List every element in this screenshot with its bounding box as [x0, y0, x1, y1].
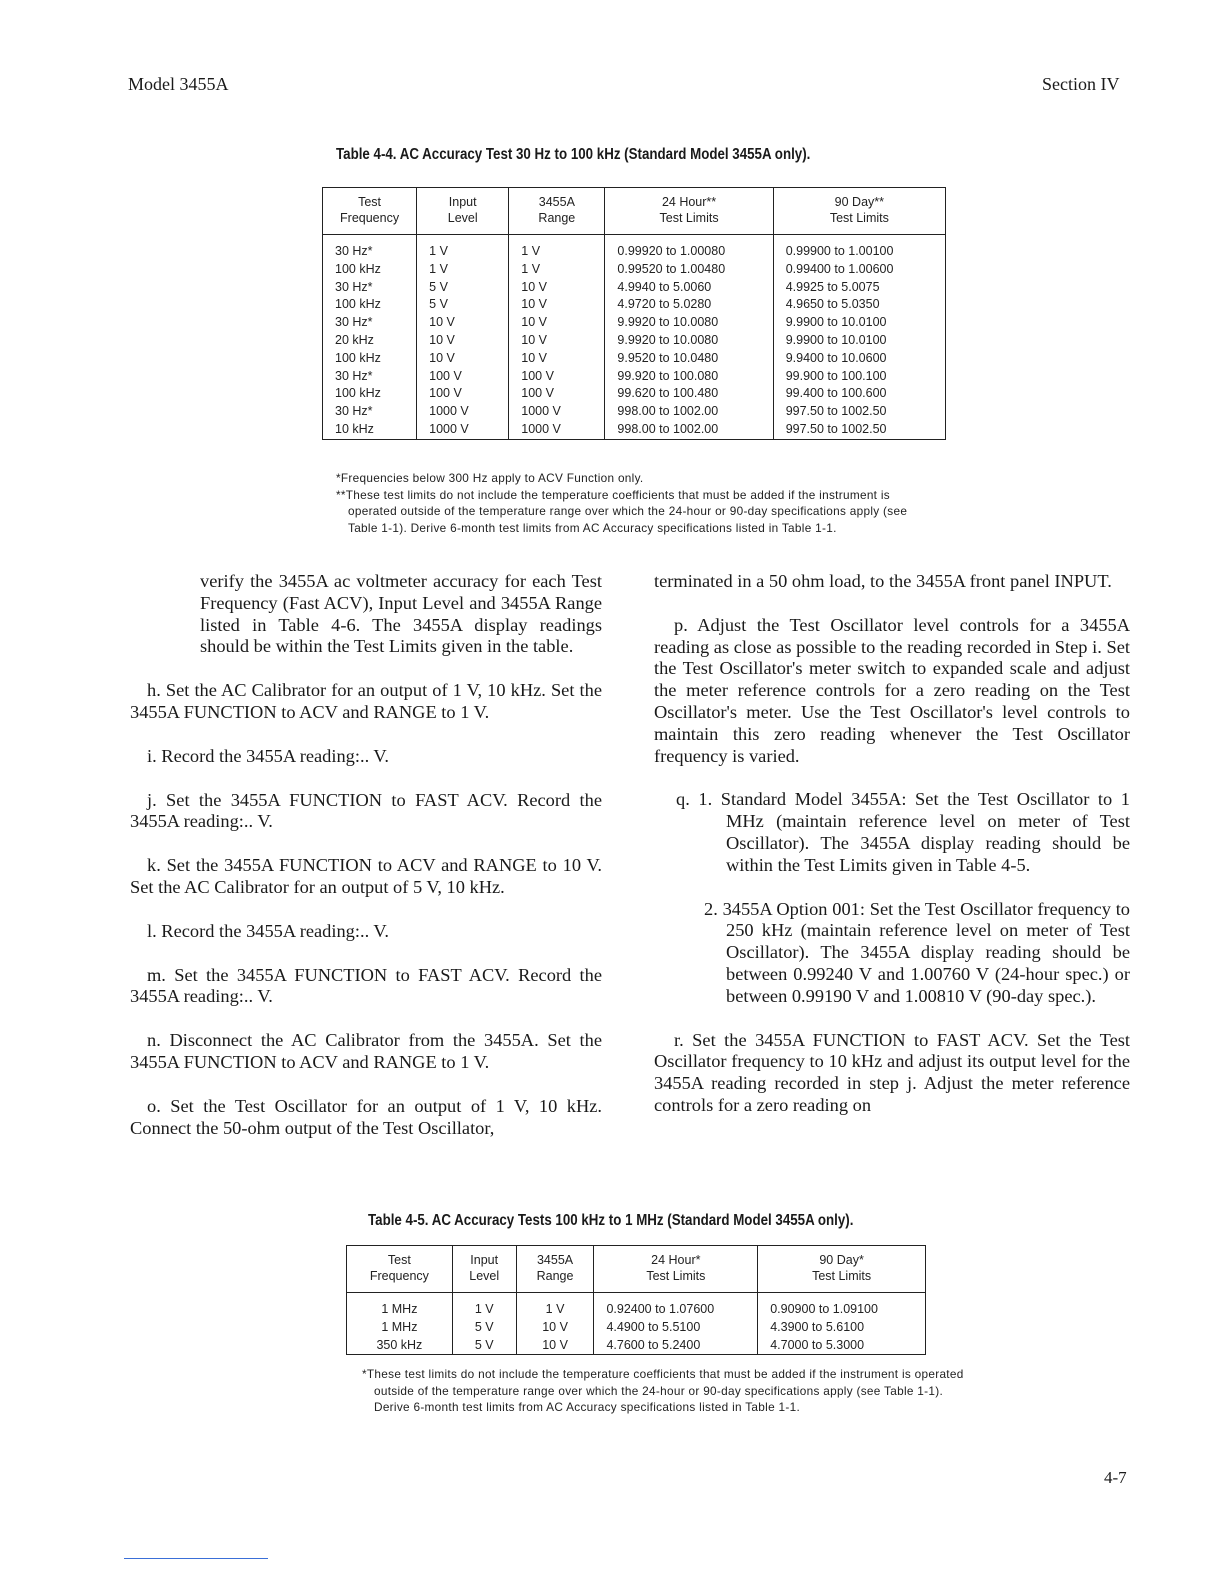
table-4-4-notes — [336, 470, 928, 536]
table-cell: 100 V — [417, 368, 509, 386]
col-header-level — [417, 188, 509, 235]
col-header-text: 3455A — [538, 195, 575, 209]
col-header-text: Level — [447, 211, 478, 225]
col-header-text: Input — [470, 1253, 499, 1267]
col-header-text: 24 Hour* — [651, 1253, 701, 1267]
table-cell: 5 V — [452, 1337, 516, 1355]
table-cell: 10 V — [417, 314, 509, 332]
table-cell: 10 V — [509, 296, 605, 314]
table-cell: 4.9650 to 5.0350 — [785, 297, 880, 312]
table-row — [323, 296, 946, 314]
step-n: n. Disconnect the AC Calibrator from the 3455A. Set the 3455A FUNCTION to ACV and RANGE to 1 V. — [130, 1030, 602, 1072]
table-cell: 5 V — [452, 1319, 516, 1337]
col-header-24h — [594, 1246, 758, 1293]
footnote-test-limits: *These test limits do not include the temperature coefficients that must be added if the instrument is operated outside of the temperature range over which the 24-hour or 90-day specifications apply (see Table 1-1). Derive 6-month test limits from AC Accuracy specifications listed in Table 1-1. — [362, 1367, 964, 1414]
col-header-text: Frequency — [340, 211, 400, 225]
table-cell: 99.900 to 100.100 — [785, 368, 887, 383]
step-j: j. Set the 3455A FUNCTION to FAST ACV. Record the 3455A reading:.. V. — [130, 789, 602, 832]
table-cell: 100 V — [509, 385, 605, 403]
table-cell: 1 V — [417, 235, 509, 261]
table-cell: 1 V — [509, 235, 605, 261]
table-cell: 20 kHz — [323, 332, 417, 350]
table-cell: 10 V — [509, 332, 605, 350]
table-cell: 10 V — [509, 314, 605, 332]
header-section: Section IV — [1042, 74, 1120, 94]
col-header-text: 90 Day* — [819, 1253, 864, 1267]
step-o: o. Set the Test Oscillator for an output of 1 V, 10 kHz. Connect the 50-ohm output of the Test Oscillator, — [130, 1095, 602, 1138]
table-cell: 1000 V — [509, 403, 605, 421]
table-cell: 1 V — [452, 1293, 516, 1319]
table-4-4-caption: Table 4-4. AC Accuracy Test 30 Hz to 100 kHz (Standard Model 3455A only). — [336, 146, 811, 163]
table-cell: 1000 V — [509, 421, 605, 439]
table-cell: 1 V — [516, 1293, 594, 1319]
col-header-text: Test — [358, 195, 382, 209]
table-row — [323, 403, 946, 421]
table-row — [323, 279, 946, 297]
col-header-range — [509, 188, 605, 235]
col-header-text: 24 Hour** — [661, 195, 717, 209]
col-header-frequency — [323, 188, 417, 235]
table-cell: 9.9400 to 10.0600 — [785, 350, 887, 365]
table-cell: 4.9940 to 5.0060 — [605, 279, 773, 297]
table-cell: 99.620 to 100.480 — [605, 385, 773, 403]
table-cell: 1 V — [509, 261, 605, 279]
table-row — [323, 368, 946, 386]
col-header-text: Test Limits — [812, 1269, 872, 1283]
table-row — [347, 1319, 926, 1337]
step-m: m. Set the 3455A FUNCTION to FAST ACV. Record the 3455A reading:.. V. — [130, 964, 602, 1007]
table-row — [323, 421, 946, 439]
table-row — [323, 235, 946, 261]
col-header-text: Input — [448, 195, 477, 209]
table-row — [323, 314, 946, 332]
table-cell: 350 kHz — [347, 1337, 453, 1355]
footer-rule — [124, 1558, 268, 1559]
page-number: 4-7 — [1104, 1468, 1127, 1487]
table-row — [347, 1337, 926, 1355]
table-cell: 10 kHz — [323, 421, 417, 439]
table-cell: 0.92400 to 1.07600 — [594, 1293, 758, 1319]
col-header-range — [516, 1246, 594, 1293]
table-row — [323, 385, 946, 403]
footnote-test-limits: **These test limits do not include the temperature coefficients that must be added if the instrument is operated outside of the temperature range over which the 24-hour or 90-day specifications apply (see Table 1-1). Derive 6-month test limits from AC Accuracy specifications listed in Table 1-1. — [336, 487, 908, 535]
table-header-row — [347, 1246, 926, 1293]
table-cell: 30 Hz* — [323, 368, 417, 386]
table-cell: 4.4900 to 5.5100 — [594, 1319, 758, 1337]
table-cell: 4.7600 to 5.2400 — [594, 1337, 758, 1355]
table-cell: 9.9920 to 10.0080 — [605, 314, 773, 332]
table-cell: 0.90900 to 1.09100 — [770, 1302, 878, 1316]
table-cell: 99.920 to 100.080 — [605, 368, 773, 386]
table-row — [323, 350, 946, 368]
table-cell: 9.9520 to 10.0480 — [605, 350, 773, 368]
table-cell: 1000 V — [417, 421, 509, 439]
table-cell: 30 Hz* — [323, 235, 417, 261]
table-cell: 1 MHz — [347, 1319, 453, 1337]
table-cell: 9.9900 to 10.0100 — [785, 332, 887, 347]
header-model: Model 3455A — [128, 74, 229, 94]
step-q2: 2. 3455A Option 001: Set the Test Oscillator frequency to 250 kHz (maintain reference level on meter of Test Oscillator). The 3455A display reading should be between 0.99240 V and 1.00760 V (24-hour spec.) or between 0.99190 V and 1.00810 V (90-day spec.). — [704, 898, 1130, 1006]
table-cell: 5 V — [417, 296, 509, 314]
table-cell: 100 kHz — [323, 385, 417, 403]
step-r: r. Set the 3455A FUNCTION to FAST ACV. Set the Test Oscillator frequency to 10 kHz and adjust its output level for the 3455A reading recorded in step j. Adjust the meter reference controls for a zero reading on — [654, 1029, 1130, 1115]
table-cell: 1000 V — [417, 403, 509, 421]
table-cell: 998.00 to 1002.00 — [605, 403, 773, 421]
col-header-90d — [773, 188, 945, 235]
table-4-5-notes — [362, 1366, 972, 1416]
table-cell: 0.99900 to 1.00100 — [785, 244, 894, 258]
table-cell: 100 kHz — [323, 350, 417, 368]
table-header-row — [323, 188, 946, 235]
footnote-frequency: *Frequencies below 300 Hz apply to ACV Function only. — [336, 471, 644, 485]
step-k: k. Set the 3455A FUNCTION to ACV and RANGE to 10 V. Set the AC Calibrator for an output of 5 V, 10 kHz. — [130, 855, 602, 897]
table-row — [323, 261, 946, 279]
step-h: h. Set the AC Calibrator for an output of 1 V, 10 kHz. Set the 3455A FUNCTION to ACV and RANGE to 1 V. — [130, 680, 602, 722]
step-p: p. Adjust the Test Oscillator level controls for a 3455A reading as close as possible to the reading recorded in Step i. Set the Test Oscillator's meter switch to expanded scale and adjust the meter reference controls for a zero reading on the Test Oscillator's meter. Use the Test Oscillator's level controls to maintain this zero reading whenever the Test Oscillator frequency is varied. — [654, 614, 1130, 766]
table-cell: 10 V — [417, 332, 509, 350]
right-column — [654, 571, 1130, 1117]
table-cell: 10 V — [516, 1337, 594, 1355]
table-row — [323, 332, 946, 350]
table-4-4 — [322, 187, 946, 440]
table-cell: 998.00 to 1002.00 — [605, 421, 773, 439]
col-header-text: Test Limits — [646, 1269, 706, 1283]
step-i: i. Record the 3455A reading:.. V. — [147, 745, 389, 766]
table-cell: 10 V — [509, 279, 605, 297]
table-cell: 10 V — [417, 350, 509, 368]
col-header-text: Test — [387, 1253, 411, 1267]
table-cell: 0.99520 to 1.00480 — [605, 261, 773, 279]
table-4-5 — [346, 1245, 926, 1355]
table-row — [347, 1293, 926, 1319]
col-header-text: Test Limits — [829, 211, 889, 225]
table-cell: 997.50 to 1002.50 — [785, 421, 887, 436]
table-cell: 30 Hz* — [323, 279, 417, 297]
table-cell: 30 Hz* — [323, 314, 417, 332]
paragraph-terminated: terminated in a 50 ohm load, to the 3455A front panel INPUT. — [654, 571, 1112, 591]
col-header-text: Level — [469, 1269, 500, 1283]
col-header-text: Range — [538, 211, 576, 225]
col-header-24h — [605, 188, 773, 235]
table-cell: 99.400 to 100.600 — [785, 386, 887, 401]
table-cell: 9.9920 to 10.0080 — [605, 332, 773, 350]
table-cell: 10 V — [509, 350, 605, 368]
table-cell: 100 V — [417, 385, 509, 403]
table-cell: 100 V — [509, 368, 605, 386]
col-header-text: 90 Day** — [834, 195, 885, 209]
col-header-frequency — [347, 1246, 453, 1293]
table-cell: 1 MHz — [347, 1293, 453, 1319]
col-header-text: Test Limits — [659, 211, 719, 225]
table-cell: 4.3900 to 5.6100 — [770, 1319, 865, 1334]
table-cell: 100 kHz — [323, 261, 417, 279]
table-cell: 4.9720 to 5.0280 — [605, 296, 773, 314]
table-cell: 0.99920 to 1.00080 — [605, 235, 773, 261]
table-cell: 5 V — [417, 279, 509, 297]
table-cell: 0.99400 to 1.00600 — [785, 261, 894, 276]
col-header-90d — [758, 1246, 926, 1293]
step-l: l. Record the 3455A reading:.. V. — [147, 920, 389, 941]
col-header-text: Range — [536, 1269, 574, 1283]
table-cell: 10 V — [516, 1319, 594, 1337]
table-cell: 9.9900 to 10.0100 — [785, 315, 887, 330]
table-4-5-caption: Table 4-5. AC Accuracy Tests 100 kHz to 1 MHz (Standard Model 3455A only). — [368, 1212, 854, 1229]
table-cell: 100 kHz — [323, 296, 417, 314]
table-cell: 4.7000 to 5.3000 — [770, 1337, 865, 1352]
col-header-level — [452, 1246, 516, 1293]
left-column — [130, 571, 602, 1139]
table-cell: 1 V — [417, 261, 509, 279]
col-header-text: Frequency — [369, 1269, 429, 1283]
paragraph-verify: verify the 3455A ac voltmeter accuracy for each Test Frequency (Fast ACV), Input Level and 3455A Range listed in Table 4-6. The 3455A display readings should be within the Test Limits given in the table. — [200, 571, 602, 657]
col-header-text: 3455A — [536, 1253, 574, 1267]
step-q1: q. 1. Standard Model 3455A: Set the Test Oscillator to 1 MHz (maintain reference level on meter of Test Oscillator). The 3455A display reading should be within the Test Limits given in Table 4-5. — [676, 789, 1130, 875]
table-cell: 30 Hz* — [323, 403, 417, 421]
table-cell: 997.50 to 1002.50 — [785, 404, 887, 419]
table-cell: 4.9925 to 5.0075 — [785, 279, 880, 294]
